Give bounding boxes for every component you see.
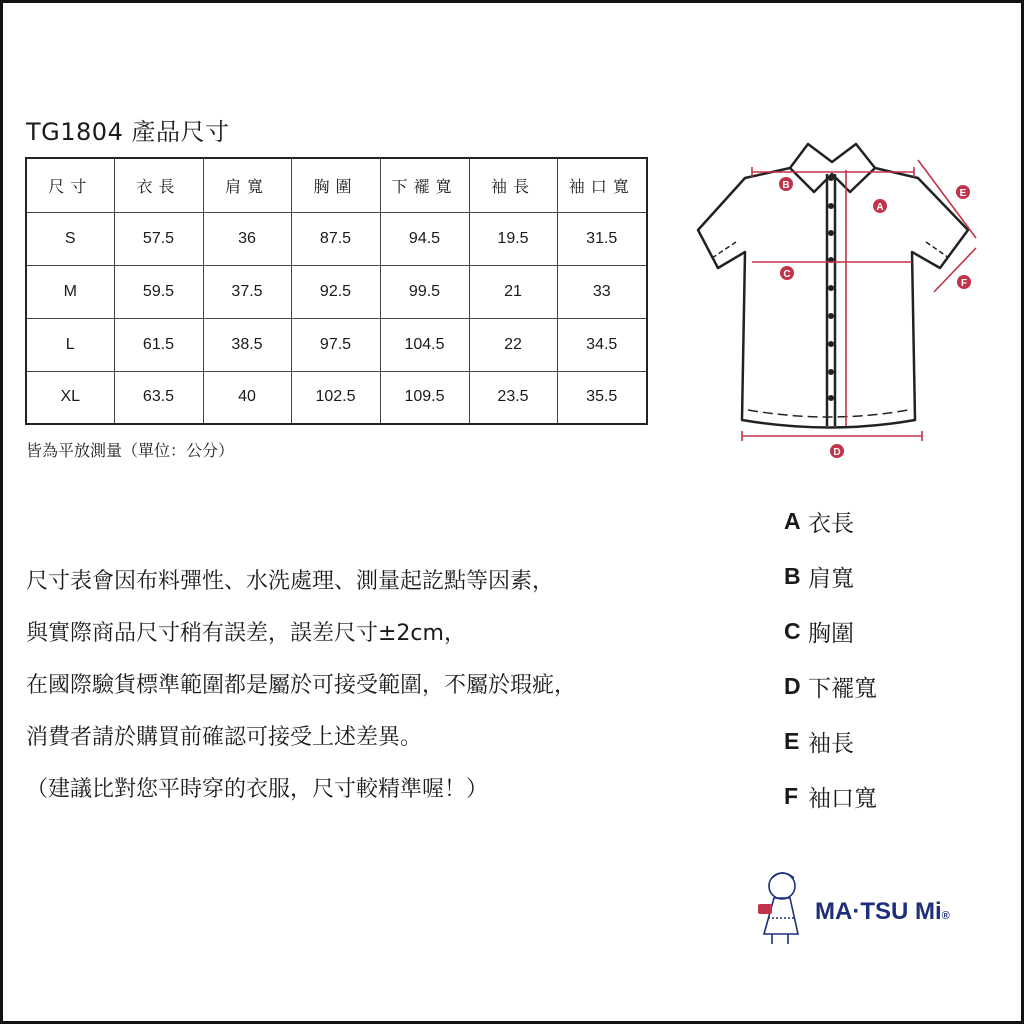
- disclaimer-line: （建議比對您平時穿的衣服，尺寸較精準喔！）: [26, 777, 489, 802]
- table-cell: 94.5: [380, 212, 469, 265]
- table-cell: 102.5: [291, 371, 380, 424]
- legend-item: B 肩寬: [784, 563, 854, 592]
- svg-text:C: C: [783, 269, 791, 280]
- header-size: 尺寸: [26, 158, 114, 212]
- table-header-row: [26, 158, 647, 212]
- disclaimer-line: 在國際驗貨標準範圍都是屬於可接受範圍，不屬於瑕疵，: [26, 673, 577, 698]
- table-cell: 23.5: [469, 371, 557, 424]
- table-cell: 59.5: [114, 265, 203, 318]
- table-cell: 57.5: [114, 212, 203, 265]
- measurement-legend: [784, 494, 877, 824]
- table-cell: 63.5: [114, 371, 203, 424]
- header-cuff-width: 袖口寬: [557, 158, 647, 212]
- disclaimer-line: 與實際商品尺寸稍有誤差，誤差尺寸±2cm，: [26, 621, 466, 646]
- table-row: [26, 212, 647, 265]
- table-cell: L: [26, 318, 114, 371]
- shirt-diagram: [690, 130, 990, 470]
- header-hem: 下襬寬: [380, 158, 469, 212]
- page-title: TG1804 產品尺寸: [26, 118, 230, 146]
- marker-f-icon: [957, 275, 971, 289]
- table-cell: XL: [26, 371, 114, 424]
- svg-text:D: D: [833, 447, 841, 458]
- table-cell: 35.5: [557, 371, 647, 424]
- brand-logo: MA·TSU Mi®: [815, 898, 950, 925]
- marker-a-icon: [873, 199, 887, 213]
- header-chest: 胸圍: [291, 158, 380, 212]
- table-cell: S: [26, 212, 114, 265]
- table-cell: 37.5: [203, 265, 291, 318]
- svg-text:A: A: [876, 202, 884, 213]
- table-cell: 36: [203, 212, 291, 265]
- marker-d-icon: [830, 444, 844, 458]
- header-length: 衣長: [114, 158, 203, 212]
- header-shoulder: 肩寬: [203, 158, 291, 212]
- table-row: [26, 265, 647, 318]
- table-cell: M: [26, 265, 114, 318]
- legend-item: D 下襬寬: [784, 673, 877, 702]
- disclaimer-line: 消費者請於購買前確認可接受上述差異。: [26, 725, 423, 750]
- disclaimer-line: 尺寸表會因布料彈性、水洗處理、測量起訖點等因素，: [26, 569, 555, 594]
- table-cell: 97.5: [291, 318, 380, 371]
- table-cell: 33: [557, 265, 647, 318]
- table-row: [26, 318, 647, 371]
- svg-text:E: E: [959, 188, 967, 199]
- legend-item: A 衣長: [784, 508, 854, 537]
- table-cell: 61.5: [114, 318, 203, 371]
- table-cell: 99.5: [380, 265, 469, 318]
- table-cell: 92.5: [291, 265, 380, 318]
- svg-text:F: F: [960, 278, 968, 289]
- table-cell: 87.5: [291, 212, 380, 265]
- table-cell: 34.5: [557, 318, 647, 371]
- marker-c-icon: [780, 266, 794, 280]
- svg-text:B: B: [782, 180, 790, 191]
- table-cell: 19.5: [469, 212, 557, 265]
- legend-item: E 袖長: [784, 728, 854, 757]
- table-cell: 38.5: [203, 318, 291, 371]
- header-sleeve-length: 袖長: [469, 158, 557, 212]
- legend-item: F 袖口寬: [784, 783, 877, 812]
- table-cell: 21: [469, 265, 557, 318]
- legend-item: C 胸圍: [784, 618, 854, 647]
- size-table: [25, 157, 648, 425]
- marker-e-icon: [956, 185, 970, 199]
- table-cell: 109.5: [380, 371, 469, 424]
- marker-b-icon: [779, 177, 793, 191]
- table-cell: 40: [203, 371, 291, 424]
- table-cell: 31.5: [557, 212, 647, 265]
- measurement-note: 皆為平放測量（單位：公分）: [26, 441, 235, 460]
- table-cell: 104.5: [380, 318, 469, 371]
- table-cell: 22: [469, 318, 557, 371]
- shirt-collar: [790, 144, 875, 192]
- table-row: [26, 371, 647, 424]
- disclaimer-paragraph: [26, 556, 576, 816]
